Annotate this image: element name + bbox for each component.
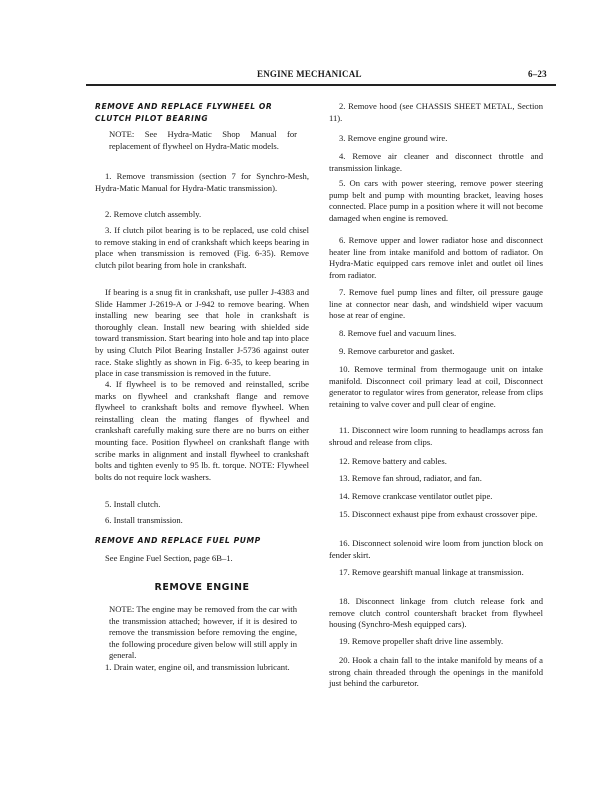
engine-step-15: 15. Disconnect exhaust pipe from exhaust crossover pipe. [339, 509, 538, 519]
engine-step-18: 18. Disconnect linkage from clutch release fork and remove clutch control countershaft bracket from flywheel housing (Synchro-Mesh equipped cars). [329, 596, 543, 630]
engine-step-3: 3. Remove engine ground wire. [339, 133, 448, 143]
engine-step-1: 1. Drain water, engine oil, and transmission lubricant. [105, 662, 290, 672]
engine-step-7: 7. Remove fuel pump lines and filter, oil pressure gauge line at connector near dash, and windshield wiper vacuum hose at rear of engine. [329, 287, 543, 321]
section-heading-flywheel: REMOVE AND REPLACE FLYWHEEL OR CLUTCH PILOT BEARING [95, 102, 273, 123]
page-number: 6–23 [528, 69, 547, 79]
step-4: 4. If flywheel is to be removed and reinstalled, scribe marks on flywheel and crankshaft flange and remove flywheel to crankshaft bolts and remove flywheel. When reinstalling clean the mating flanges of flywheel and crankshaft carefully making sure there are no burrs on either mounting face. Position flywheel on crankshaft flange with scribe marks in alignment and install flywheel to crankshaft bolts and tighten evenly to 95 lb. ft. torque. NOTE: Flywheel bolts do not require lock washers. [95, 379, 309, 482]
engine-step-20: 20. Hook a chain fall to the intake manifold by means of a strong chain threaded through the openings in the manifold just behind the carburetor. [329, 655, 543, 689]
running-header-title: ENGINE MECHANICAL [257, 69, 362, 79]
engine-step-16: 16. Disconnect solenoid wire loom from junction block on fender skirt. [329, 538, 543, 560]
engine-step-12: 12. Remove battery and cables. [339, 456, 447, 466]
engine-step-17: 17. Remove gearshift manual linkage at transmission. [339, 567, 524, 577]
engine-step-13: 13. Remove fan shroud, radiator, and fan. [339, 473, 482, 483]
step-2: 2. Remove clutch assembly. [105, 209, 202, 219]
step-1: 1. Remove transmission (section 7 for Synchro-Mesh, Hydra-Matic Manual for Hydra-Matic transmission). [95, 171, 309, 193]
engine-step-14: 14. Remove crankcase ventilator outlet pipe. [339, 491, 493, 501]
fuel-section-reference: See Engine Fuel Section, page 6B–1. [105, 553, 233, 563]
step-3-continued: If bearing is a snug fit in crankshaft, use puller J-4383 and Slide Hammer J-2619-A or J-942 to remove bearing. When installing new bearing see that hole in crankshaft is thoroughly clean. Install new bearing with shielded side toward transmission. Start bearing into hole and tap into place by using Clutch Pilot Bearing Installer J-5736 against outer race. Stake slightly as shown in Fig. 6-35, to keep bearing in place in case transmission is removed in the future. [95, 287, 309, 379]
engine-step-6: 6. Remove upper and lower radiator hose and disconnect heater line from intake manifold and bottom of radiator. On Hydra-Matic equipped cars remove inlet and outlet oil lines from radiator. [329, 235, 543, 280]
engine-step-11: 11. Disconnect wire loom running to headlamps across fan shroud and release from clips. [329, 425, 543, 447]
step-6: 6. Install transmission. [105, 515, 183, 525]
engine-step-2: 2. Remove hood (see CHASSIS SHEET METAL, Section 11). [329, 101, 543, 123]
section-heading-remove-engine: REMOVE ENGINE [154, 582, 250, 593]
engine-step-19: 19. Remove propeller shaft drive line assembly. [339, 636, 504, 646]
engine-step-8: 8. Remove fuel and vacuum lines. [339, 328, 457, 338]
note-hydramatic: NOTE: See Hydra-Matic Shop Manual for replacement of flywheel on Hydra-Matic models. [109, 129, 297, 151]
engine-step-4: 4. Remove air cleaner and disconnect throttle and transmission linkage. [329, 151, 543, 173]
engine-step-5: 5. On cars with power steering, remove power steering pump belt and pump with mounting bracket, leaving hoses connected. Place pump in a position where it will not become damaged when engine is removed. [329, 178, 543, 223]
step-5: 5. Install clutch. [105, 499, 161, 509]
step-3: 3. If clutch pilot bearing is to be replaced, use cold chisel to remove staking in end of crankshaft which keeps bearing in place when transmission is removed (Fig. 6-35). Remove clutch pilot bearing from hole in crankshaft. [95, 225, 309, 270]
engine-step-9: 9. Remove carburetor and gasket. [339, 346, 455, 356]
note-engine-removal: NOTE: The engine may be removed from the car with the transmission attached; however, if it is desired to remove the transmission before removing the engine, the following procedure given below will still apply in general. [109, 604, 297, 661]
section-heading-fuel-pump: REMOVE AND REPLACE FUEL PUMP [95, 536, 261, 545]
engine-step-10: 10. Remove terminal from thermogauge unit on intake manifold. Disconnect coil primary lead at coil, Disconnect generator to regulator wires from generator, release from clips retaining to valve cover and pull clear of engine. [329, 364, 543, 409]
header-rule [86, 84, 556, 86]
